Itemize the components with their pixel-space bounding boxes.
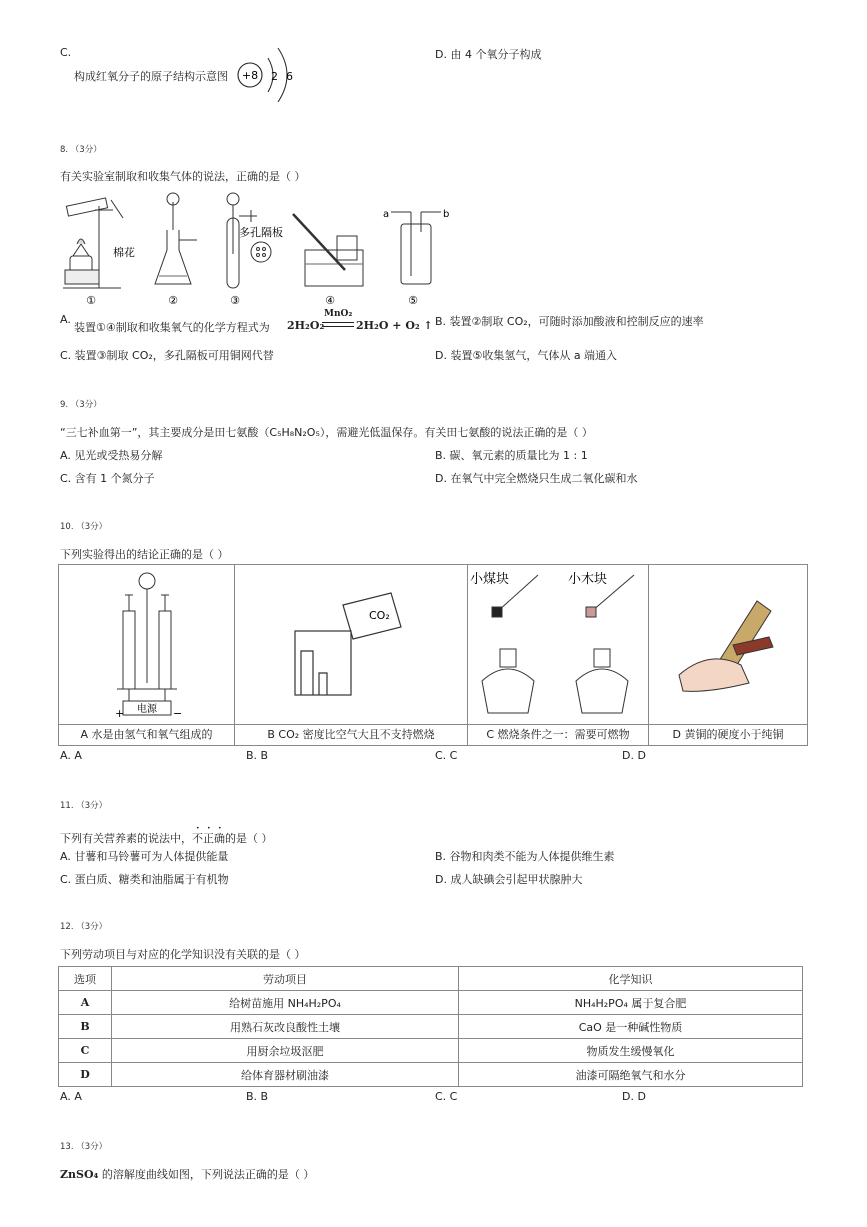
- exp-d-figure: [649, 565, 808, 725]
- q10-answer-b: B. B: [246, 749, 269, 762]
- coal-block-label: 小煤块: [470, 572, 510, 587]
- q11-option-a: A. 甘薯和马铃薯可为人体提供能量: [60, 850, 229, 863]
- q9-option-b: B. 碳、氧元素的质量比为 1 : 1: [435, 449, 588, 462]
- electrolysis-apparatus: [59, 565, 234, 721]
- q10-stem: 下列实验得出的结论正确的是（ ）: [60, 548, 229, 561]
- q8-option-c: C. 装置③制取 CO₂，多孔隔板可用铜网代替: [60, 349, 274, 362]
- q8-option-b: B. 装置②制取 CO₂，可随时添加酸液和控制反应的速率: [435, 315, 704, 328]
- q8-equation-condition: MnO₂: [324, 309, 353, 319]
- q11-stem: 下列有关营养素的说法中，不正确的是（ ）: [60, 832, 273, 845]
- co2-pouring-apparatus: [235, 565, 467, 721]
- q8-option-d: D. 装置⑤收集氢气，气体从 a 端通入: [435, 349, 618, 362]
- q9-option-c: C. 含有 1 个氮分子: [60, 472, 155, 485]
- q12-table: [58, 966, 803, 1087]
- q12-answer-d: D. D: [622, 1090, 646, 1103]
- q10-experiment-table: [58, 564, 808, 746]
- q7-option-c-text: 构成红氧分子的原子结构示意图: [74, 70, 228, 83]
- q9-option-a: A. 见光或受热易分解: [60, 449, 163, 462]
- inlet-a-label: a: [383, 209, 390, 220]
- q12-answer-c: C. C: [435, 1090, 458, 1103]
- q8-equation-left: 2H₂O₂: [287, 319, 325, 332]
- porous-plate-label: 多孔隔板: [239, 226, 283, 239]
- q10-answer-d: D. D: [622, 749, 646, 762]
- exp-a-caption: A 水是由氢气和氧气组成的: [59, 725, 235, 746]
- q9-option-d: D. 在氧气中完全燃烧只生成二氧化碳和水: [435, 472, 638, 485]
- q10-answer-a: A. A: [60, 749, 82, 762]
- q8-stem: 有关实验室制取和收集气体的说法，正确的是（ ）: [60, 170, 306, 183]
- q12-header-option: 选项: [59, 967, 112, 991]
- q13-stem: ZnSO₄ 的溶解度曲线如图，下列说法正确的是（ ）: [60, 1168, 315, 1181]
- q11-heading: 11. （3分）: [60, 801, 108, 811]
- apparatus-4-label: ④: [325, 294, 335, 307]
- plus-terminal: +: [115, 707, 125, 720]
- inlet-b-label: b: [443, 209, 450, 220]
- q11-option-b: B. 谷物和肉类不能为人体提供维生素: [435, 850, 615, 863]
- q12-header-knowledge: 化学知识: [459, 967, 803, 991]
- q8-equation-arrow: [322, 322, 354, 327]
- q8-apparatus-figure: [55, 188, 455, 310]
- q12-row-d: D 给体育器材刷油漆 油漆可隔绝氧气和水分: [59, 1063, 803, 1087]
- oxygen-atom-structure-diagram: [234, 44, 304, 108]
- exp-c-figure: [468, 565, 649, 725]
- q12-answer-b: B. B: [246, 1090, 269, 1103]
- q12-stem: 下列劳动项目与对应的化学知识没有关联的是（ ）: [60, 948, 306, 961]
- q11-option-c: C. 蛋白质、糖类和油脂属于有机物: [60, 873, 229, 886]
- apparatus-5-label: ⑤: [408, 294, 418, 307]
- minus-terminal: −: [173, 707, 183, 720]
- q12-header-row: [59, 967, 803, 991]
- q12-header-labor: 劳动项目: [112, 967, 459, 991]
- cotton-label: 棉花: [113, 246, 135, 259]
- q7-option-d: D. 由 4 个氧分子构成: [435, 48, 542, 61]
- combustion-apparatus: [468, 565, 648, 721]
- q10-answer-c: C. C: [435, 749, 458, 762]
- q9-heading: 9. （3分）: [60, 400, 102, 410]
- q11-option-d: D. 成人缺碘会引起甲状腺肿大: [435, 873, 583, 886]
- q12-heading: 12. （3分）: [60, 922, 108, 932]
- q8-heading: 8. （3分）: [60, 145, 102, 155]
- q8-equation-right: 2H₂O + O₂ ↑: [356, 319, 433, 332]
- apparatus-1-label: ①: [86, 294, 96, 307]
- q12-row-a: A 给树苗施用 NH₄H₂PO₄ NH₄H₂PO₄ 属于复合肥: [59, 991, 803, 1015]
- exp-b-caption: B CO₂ 密度比空气大且不支持燃烧: [235, 725, 468, 746]
- exp-d-caption: D 黄铜的硬度小于纯铜: [649, 725, 808, 746]
- power-source-label: 电源: [137, 704, 157, 715]
- q10-heading: 10. （3分）: [60, 522, 108, 532]
- q8-option-a-prefix: A.: [60, 313, 71, 326]
- q8-option-a-text: 装置①④制取和收集氧气的化学方程式为: [74, 321, 270, 334]
- exp-b-figure: [235, 565, 468, 725]
- exp-c-caption: C 燃烧条件之一：需要可燃物: [468, 725, 649, 746]
- q12-row-b: B 用熟石灰改良酸性土壤 CaO 是一种碱性物质: [59, 1015, 803, 1039]
- co2-label: CO₂: [369, 609, 390, 622]
- shell-2-electrons: 6: [286, 70, 293, 83]
- q9-stem: “三七补血第一”，其主要成分是田七氨酸（C₅H₈N₂O₅），需避光低温保存。有关田七氨酸的说法正确的是（ ）: [60, 426, 593, 439]
- q12-row-c: C 用厨余垃圾沤肥 物质发生缓慢氧化: [59, 1039, 803, 1063]
- wood-block-label: 小木块: [568, 572, 608, 587]
- brass-scratch-apparatus: [649, 565, 807, 721]
- q13-heading: 13. （3分）: [60, 1142, 108, 1152]
- apparatus-2-label: ②: [168, 294, 178, 307]
- q11-emphasis: 不正确: [192, 832, 225, 845]
- q12-answer-a: A. A: [60, 1090, 82, 1103]
- exp-a-figure: [59, 565, 235, 725]
- shell-1-electrons: 2: [271, 70, 278, 83]
- nucleus-charge: +8: [241, 69, 259, 82]
- apparatus-3-label: ③: [230, 294, 240, 307]
- q7-option-c-label: C.: [60, 46, 72, 59]
- q13-formula: ZnSO₄: [60, 1168, 99, 1181]
